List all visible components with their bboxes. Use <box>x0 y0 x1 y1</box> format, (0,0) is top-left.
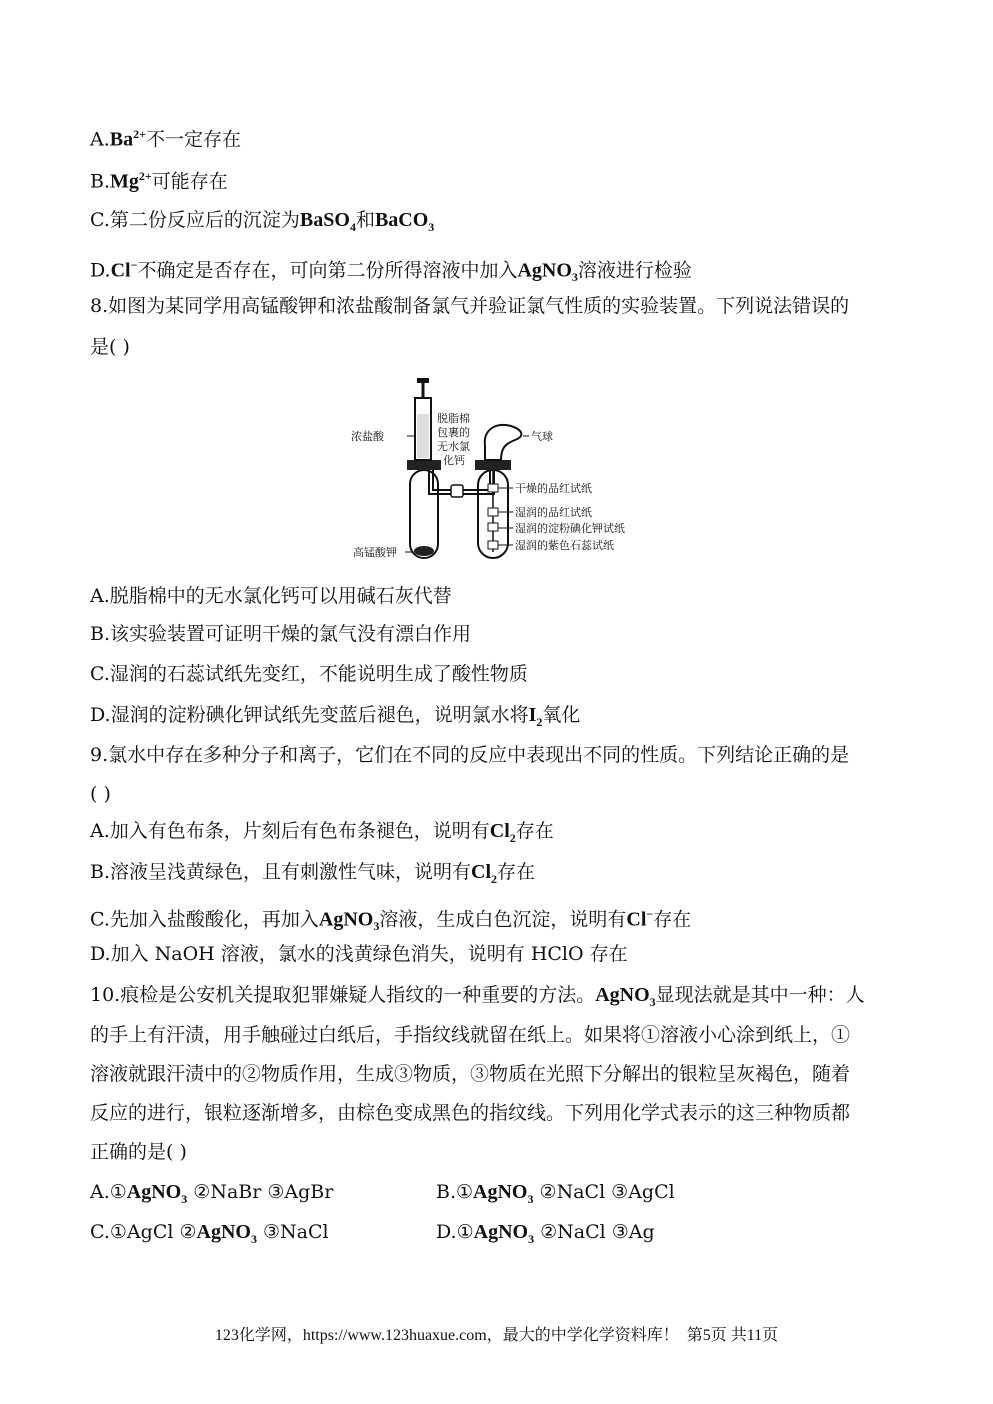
subscript: 3 <box>571 270 578 285</box>
q8-stem-line2: 是( ) <box>90 336 130 358</box>
q9-option-b <box>90 860 535 891</box>
option-text: D.湿润的淀粉碘化钾试纸先变蓝后褪色，说明氯水将 <box>90 704 529 726</box>
option-text: D.① <box>436 1221 474 1243</box>
option-text: 存在 <box>497 861 536 883</box>
option-text: 存在 <box>515 820 554 842</box>
ion-formula: Cl <box>110 259 131 282</box>
option-text: 存在 <box>653 908 692 931</box>
option-text: 氧化 <box>542 704 581 726</box>
option-text: B.溶液呈浅黄绿色，且有刺激性气味，说明有 <box>90 861 472 883</box>
option-text: 可能存在 <box>151 170 228 193</box>
q7-option-d <box>90 253 692 289</box>
formula: BaSO <box>299 209 350 231</box>
formula: Cl <box>489 820 510 842</box>
q8-option-a: A.脱脂棉中的无水氯化钙可以用碱石灰代替 <box>90 585 452 607</box>
q10-stem-line1 <box>90 983 865 1014</box>
q10-stem-line5: 正确的是( ) <box>90 1141 187 1163</box>
chlorine-apparatus-figure <box>345 374 645 564</box>
page-footer <box>0 1322 993 1345</box>
cotton-label-4: 化钙 <box>443 454 465 467</box>
option-text: A.加入有色布条，片刻后有色布条褪色，说明有 <box>90 820 490 842</box>
option-text: 不一定存在 <box>145 128 241 151</box>
ion-formula: Ba <box>109 128 134 151</box>
option-text: 不确定是否存在，可向第二份所得溶液中加入 <box>137 259 518 282</box>
ion-charge: − <box>646 907 654 921</box>
paper-1 <box>488 484 498 492</box>
formula: AgNO <box>517 259 572 282</box>
paper-label-1: 干燥的品红试纸 <box>515 482 592 495</box>
acid-label: 浓盐酸 <box>351 430 384 443</box>
option-text: 和 <box>355 209 375 231</box>
kmno4-label: 高锰酸钾 <box>353 546 397 559</box>
syringe-acid <box>417 414 429 458</box>
q8-stem-line1: 8.如图为某同学用高锰酸钾和浓盐酸制备氯气并验证氯气性质的实验装置。下列说法错误的 <box>90 295 850 317</box>
ion-formula: Cl <box>626 908 647 931</box>
formula: AgNO <box>595 984 650 1006</box>
q10-stem-line4: 反应的进行，银粒逐渐增多，由棕色变成黑色的指纹线。下列用化学式表示的这三种物质都 <box>90 1102 851 1124</box>
option-text: C.①AgCl ② <box>90 1221 197 1243</box>
ion-charge: − <box>130 258 138 272</box>
subscript: 2 <box>491 871 498 886</box>
subscript: 3 <box>527 1191 534 1206</box>
subscript: 4 <box>349 219 356 234</box>
page-number: 第5页 共11页 <box>686 1327 779 1344</box>
q9-option-c <box>90 902 691 938</box>
option-text: 溶液，生成白色沉淀，说明有 <box>379 908 627 931</box>
subscript: 3 <box>428 219 435 234</box>
formula: I <box>528 704 537 726</box>
ion-charge: 2+ <box>138 169 152 183</box>
paper-4 <box>488 541 498 549</box>
formula: AgNO <box>318 908 374 931</box>
footer-site: 123化学网，https://www.123huaxue.com，最大的中学化学资料库！ <box>214 1327 679 1344</box>
q8-option-c: C.湿润的石蕊试纸先变红，不能说明生成了酸性物质 <box>90 663 528 685</box>
q10-option-a <box>90 1180 333 1211</box>
formula: BaCO <box>374 209 429 231</box>
option-label: A. <box>90 128 110 151</box>
plunger-cap <box>417 378 429 383</box>
q8-option-b: B.该实验装置可证明干燥的氯气没有漂白作用 <box>90 623 472 645</box>
option-text: ②NaCl ③AgCl <box>533 1181 675 1203</box>
subscript: 2 <box>509 830 516 845</box>
ion-charge: 2+ <box>133 127 146 141</box>
option-text: C.先加入盐酸酸化，再加入 <box>90 908 319 931</box>
stem-text: 显现法就是其中一种：人 <box>655 984 865 1006</box>
formula: AgNO <box>126 1181 182 1203</box>
subscript: 2 <box>536 714 543 729</box>
formula: AgNO <box>196 1221 251 1243</box>
paper-label-3: 湿润的淀粉碘化钾试纸 <box>515 522 625 535</box>
subscript: 3 <box>649 994 656 1009</box>
q9-option-d: D.加入 NaOH 溶液，氯水的浅黄绿色消失，说明有 HClO 存在 <box>90 943 628 965</box>
cotton-label-2: 包裹的 <box>437 426 470 439</box>
q10-stem-line2: 的手上有汗渍，用手触碰过白纸后，手指纹线就留在纸上。如果将①溶液小心涂到纸上，① <box>90 1024 851 1046</box>
option-text: A.① <box>90 1181 127 1203</box>
ion-formula: Mg <box>110 170 139 193</box>
q7-option-c <box>90 208 434 239</box>
subscript: 3 <box>181 1191 188 1206</box>
balloon <box>485 425 522 460</box>
q7-option-b <box>90 164 228 193</box>
cotton-label-3: 无水氯 <box>437 440 470 453</box>
option-text: C.第二份反应后的沉淀为 <box>90 209 300 231</box>
left-stopper <box>407 460 441 470</box>
balloon-label: 气球 <box>531 430 553 443</box>
stem-text: 10.痕检是公安机关提取犯罪嫌疑人指纹的一种重要的方法。 <box>90 984 596 1006</box>
formula: Cl <box>471 861 492 883</box>
option-text: ②NaCl ③Ag <box>534 1221 655 1243</box>
paper-label-2: 湿润的品红试纸 <box>515 506 592 519</box>
kmno4-solid <box>414 546 434 556</box>
option-label: D. <box>90 259 111 282</box>
q10-option-c <box>90 1220 329 1251</box>
option-text: ②NaBr ③AgBr <box>187 1181 334 1203</box>
paper-label-4: 湿润的紫色石蕊试纸 <box>515 539 614 552</box>
cotton-label-1: 脱脂棉 <box>437 412 470 425</box>
subscript: 3 <box>373 919 380 934</box>
right-stopper <box>475 460 511 470</box>
q10-stem-line3: 溶液就跟汗渍中的②物质作用，生成③物质，③物质在光照下分解出的银粒呈灰褐色，随着 <box>90 1063 851 1085</box>
cotton-plug <box>451 485 463 497</box>
q9-option-a <box>90 819 554 850</box>
option-text: B.① <box>436 1181 474 1203</box>
q10-option-b <box>436 1180 675 1211</box>
formula: AgNO <box>473 1221 529 1243</box>
q9-stem-line1: 9.氯水中存在多种分子和离子，它们在不同的反应中表现出不同的性质。下列结论正确的是 <box>90 744 850 766</box>
subscript: 3 <box>250 1231 257 1246</box>
q8-option-d <box>90 703 580 734</box>
q10-option-d <box>436 1220 655 1251</box>
paper-3 <box>488 523 498 531</box>
q7-option-a <box>90 122 241 151</box>
option-text: 溶液进行检验 <box>577 259 692 282</box>
paper-2 <box>488 508 498 516</box>
formula: AgNO <box>473 1181 528 1203</box>
q9-stem-line2: ( ) <box>90 783 111 805</box>
option-text: ③NaCl <box>256 1221 329 1243</box>
subscript: 3 <box>528 1231 535 1246</box>
option-label: B. <box>90 170 111 193</box>
